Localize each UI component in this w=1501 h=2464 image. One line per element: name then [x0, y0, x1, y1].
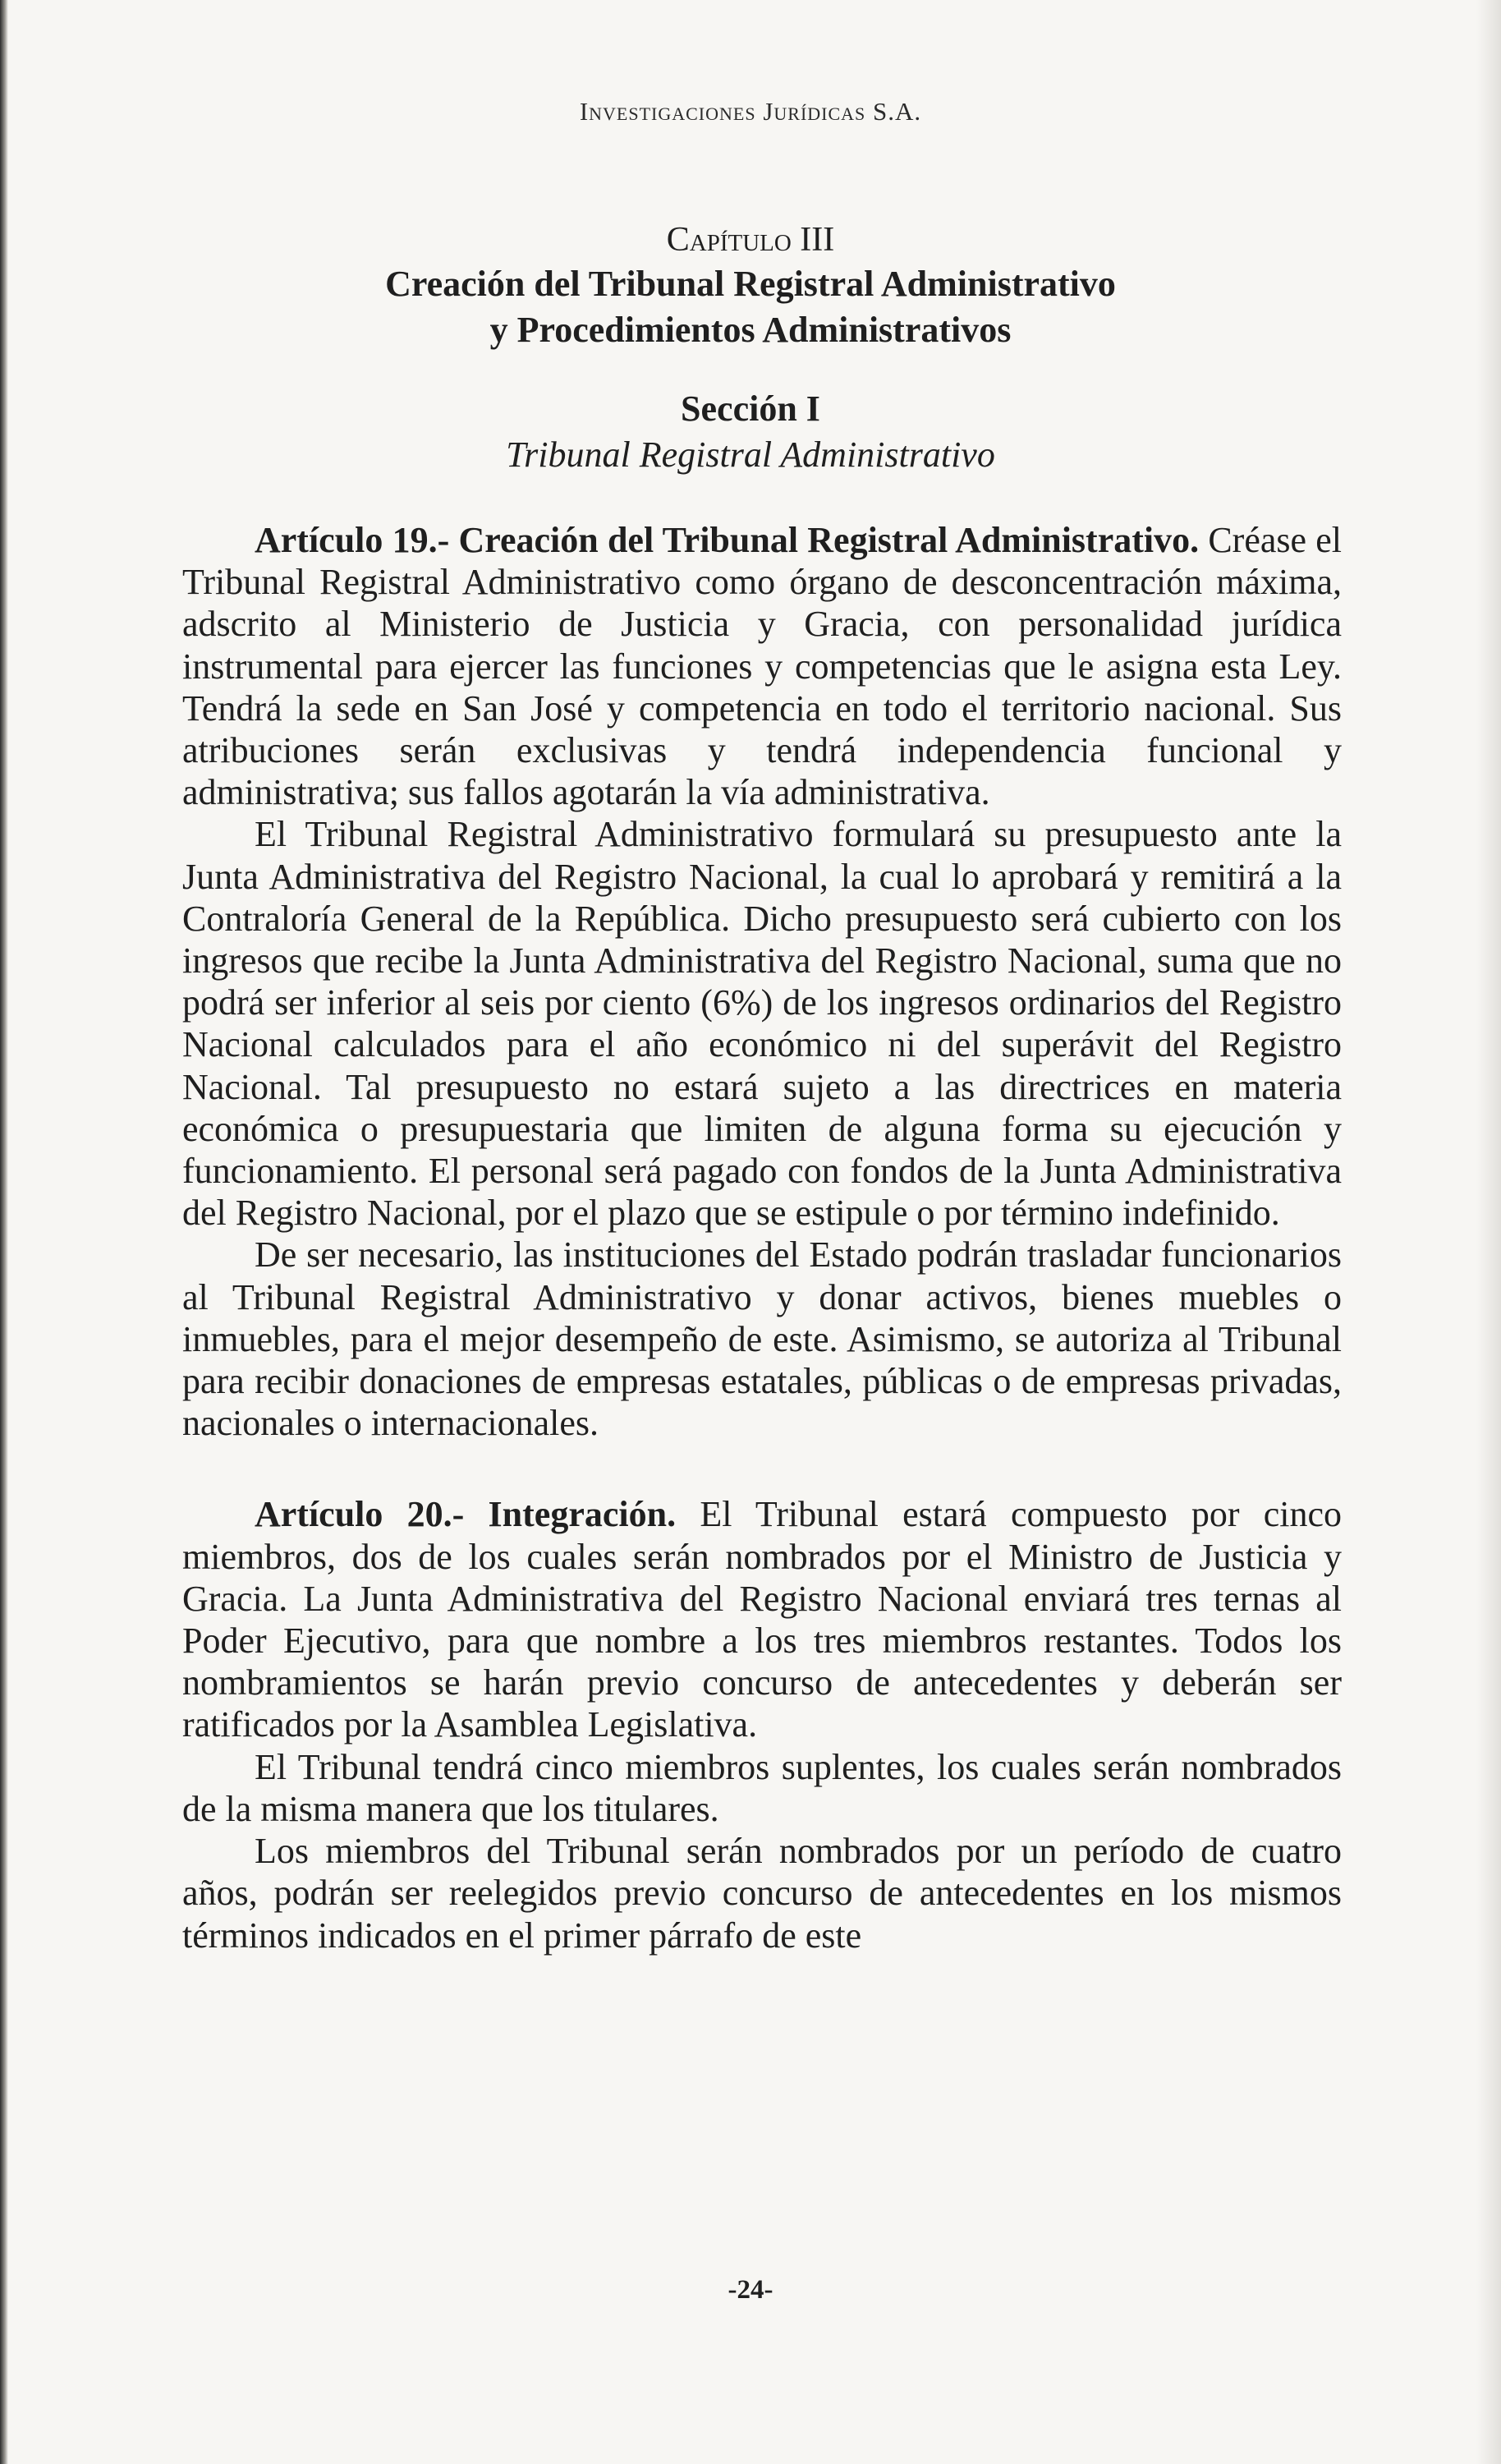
article-19-paragraph-3: De ser necesario, las instituciones del Estado podrán trasladar funcionarios al Tribunal Registral Administrativo y donar activos, bienes muebles o inmuebles, para el mejor desempeño de este. Asimismo, se autoriza al Tribunal para recibir donaciones de empresas estatales, públicas o de empresas privadas, nacionales o internacionales. [182, 1234, 1342, 1444]
body-text [182, 519, 1342, 1956]
page-right-shadow [1476, 0, 1501, 2464]
article-19-heading: Artículo 19.- Creación del Tribunal Registral Administrativo. [255, 520, 1200, 560]
article-19-paragraph-2: El Tribunal Registral Administrativo formulará su presupuesto ante la Junta Administrativa del Registro Nacional, la cual lo aprobará y remitirá a la Contraloría General de la República. Dicho presupuesto será cubierto con los ingresos que recibe la Junta Administrativa del Registro Nacional, suma que no podrá ser inferior al seis por ciento (6%) de los ingresos ordinarios del Registro Nacional calculados para el año económico ni del superávit del Registro Nacional. Tal presupuesto no estará sujeto a las directrices en materia económica o presupuestaria que limiten de alguna forma su ejecución y funcionamiento. El personal será pagado con fondos de la Junta Administrativa del Registro Nacional, por el plazo que se estipule o por término indefinido. [182, 814, 1342, 1234]
page-left-shadow [0, 0, 8, 2464]
article-20-paragraph-1 [182, 1493, 1342, 1745]
article-20-paragraph-3: Los miembros del Tribunal serán nombrados por un período de cuatro años, podrán ser reelegidos previo concurso de antecedentes en los mismos términos indicados en el primer párrafo de este [182, 1831, 1342, 1956]
section-subtitle: Tribunal Registral Administrativo [506, 434, 995, 475]
article-20-heading: Artículo 20.- Integración. [255, 1494, 677, 1535]
chapter-label: Capítulo III [666, 221, 835, 259]
chapter-title-line2: y Procedimientos Administrativos [489, 310, 1012, 350]
chapter-title [0, 261, 1501, 353]
article-20-text-1: El Tribunal estará compuesto por cinco miembros, dos de los cuales serán nombrados por el Ministro de Justicia y Gracia. La Junta Administrativa del Registro Nacional enviará tres ternas al Poder Ejecutivo, para que nombre a los tres miembros restantes. Todos los nombramientos se harán previo concurso de antecedentes y deberán ser ratificados por la Asamblea Legislativa. [182, 1494, 1343, 1745]
article-19-text-1: Créase el Tribunal Registral Administrativo como órgano de desconcentración máxima, adscrito al Ministerio de Justicia y Gracia, con personalidad jurídica instrumental para ejercer las funciones y competencias que le asigna esta Ley. Tendrá la sede en San José y competencia en todo el territorio nacional. Sus atribuciones serán exclusivas y tendrá independencia funcional y administrativa; sus fallos agotarán la vía administrativa. [182, 520, 1343, 813]
article-19-paragraph-1 [182, 519, 1342, 813]
article-20-paragraph-2: El Tribunal tendrá cinco miembros suplentes, los cuales serán nombrados de la misma manera que los titulares. [182, 1746, 1342, 1829]
section-label: Sección I [681, 388, 820, 429]
running-head: Investigaciones Jurídicas S.A. [579, 97, 922, 126]
chapter-title-line1: Creación del Tribunal Registral Administrativo [385, 264, 1116, 304]
page-number: -24- [728, 2275, 773, 2305]
